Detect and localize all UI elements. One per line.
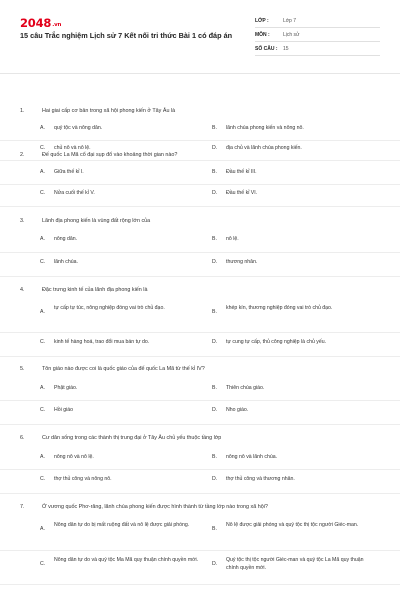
question-stem (20, 108, 390, 115)
question-stem (20, 218, 390, 225)
option-text: lãnh chúa. (54, 259, 78, 265)
row-divider (0, 140, 400, 141)
option-text: Nô lệ được giải phóng và quý tộc thị tộc người Giéc-man. (226, 522, 359, 528)
question-number: 4. (20, 287, 25, 293)
meta-value: Lớp 7 (283, 18, 297, 24)
option-label: B. (212, 385, 217, 391)
option-label: C. (40, 190, 46, 196)
option-label: C. (40, 259, 46, 265)
option-label: B. (212, 125, 217, 131)
option-label: A. (40, 309, 45, 315)
option-label: D. (212, 259, 218, 265)
option-text: Nửa cuối thế kỉ V. (54, 190, 95, 196)
header-divider (0, 73, 400, 74)
question-number: 2. (20, 152, 25, 158)
row-divider (0, 184, 400, 185)
option-text: Giữa thế kỉ I. (54, 169, 84, 175)
option-text: thợ thủ công và thương nhân. (226, 476, 295, 482)
option-text: Nông dân tự do bị mất ruộng đất và nô lệ được giải phóng. (54, 522, 190, 528)
option-label: D. (212, 339, 218, 345)
option-label: B. (212, 526, 217, 532)
meta-subject (255, 28, 380, 42)
option-label: D. (212, 476, 218, 482)
option-label: D. (212, 145, 218, 151)
option-label: B. (212, 454, 217, 460)
question-stem (20, 504, 390, 511)
option-text: Phật giáo. (54, 385, 78, 391)
option-label: D. (212, 561, 218, 567)
option-text: thương nhân. (226, 259, 258, 265)
question-stem (20, 366, 390, 373)
question-number: 6. (20, 435, 25, 441)
option-text: nông nô và nô lệ. (54, 454, 94, 460)
question-stem (20, 152, 390, 159)
option-label: A. (40, 125, 45, 131)
option-label: C. (40, 145, 46, 151)
document-header (0, 0, 400, 62)
option-label: B. (212, 309, 217, 315)
option-text: địa chủ và lãnh chúa phong kiến. (226, 145, 302, 151)
option-text: khép kín, thương nghiệp đóng vai trò chủ đạo. (226, 305, 333, 311)
option-text: tự cung tự cấp, thủ công nghiệp là chủ yếu. (226, 339, 327, 345)
option-text: Hồi giáo (54, 407, 74, 413)
question-text: Hai giai cấp cơ bản trong xã hội phong kiến ở Tây Âu là (42, 108, 176, 114)
question-divider (0, 424, 400, 425)
row-divider (0, 550, 400, 551)
meta-grade (255, 14, 380, 28)
option-text: Nông dân tự do và quý tộc Ma Mã quy thuận chính quyền mới. (54, 557, 199, 563)
option-label: C. (40, 339, 46, 345)
option-label: A. (40, 169, 45, 175)
option-label: A. (40, 236, 45, 242)
option-label: D. (212, 407, 218, 413)
logo-text: 2048 (20, 16, 52, 30)
question-divider (0, 276, 400, 277)
option-text: nô lệ. (226, 236, 239, 242)
meta-value: Lịch sử (283, 32, 300, 38)
question-text: Tôn giáo nào được coi là quốc giáo của đế quốc La Mã từ thế kỉ IV? (42, 366, 205, 372)
meta-question-count (255, 42, 380, 56)
question-divider (0, 206, 400, 207)
option-text: quý tộc và nông dân. (54, 125, 103, 131)
question-number: 1. (20, 108, 25, 114)
option-label: A. (40, 526, 45, 532)
option-text: nông nô và lãnh chúa. (226, 454, 278, 460)
option-text: kinh tế hàng hoá, trao đổi mua bán tự do. (54, 339, 150, 345)
question-text: Cư dân sống trong các thành thị trung đại ở Tây Âu chủ yếu thuộc tầng lớp (42, 435, 222, 441)
question-text: Ở vương quốc Phơ-răng, lãnh chúa phong kiến được hình thành từ tầng lớp nào trong xã hội? (42, 504, 268, 510)
meta-key: MÔN : (255, 32, 270, 38)
question-stem (20, 435, 390, 442)
option-text: lãnh chúa phong kiến và nông nô. (226, 125, 304, 131)
option-text: tự cấp tự túc, nông nghiệp đóng vai trò chủ đạo. (54, 305, 165, 311)
question-text: Đế quốc La Mã cổ đại sụp đổ vào khoảng thời gian nào? (42, 152, 178, 158)
question-divider (0, 356, 400, 357)
option-label: A. (40, 385, 45, 391)
option-label: B. (212, 236, 217, 242)
logo-suffix: .vn (52, 22, 62, 28)
question-divider (0, 160, 400, 161)
question-stem (20, 287, 390, 294)
question-text: Lãnh địa phong kiến là vùng đất rộng lớn của (42, 218, 151, 224)
meta-key: LỚP : (255, 18, 269, 24)
meta-key: SỐ CÂU : (255, 46, 278, 52)
option-label: C. (40, 561, 46, 567)
option-label: C. (40, 476, 46, 482)
option-text: Nho giáo. (226, 407, 249, 413)
question-number: 3. (20, 218, 25, 224)
option-text: chủ nô và nô lệ. (54, 145, 91, 151)
question-divider (0, 584, 400, 585)
option-label: D. (212, 190, 218, 196)
question-number: 5. (20, 366, 25, 372)
option-text: nông dân. (54, 236, 78, 242)
option-text: Thiên chúa giáo. (226, 385, 265, 391)
document-title: 15 câu Trắc nghiệm Lịch sử 7 Kết nối tri thức Bài 1 có đáp án (20, 31, 233, 40)
question-text: Đặc trưng kinh tế của lãnh địa phong kiến là (42, 287, 148, 293)
row-divider (0, 400, 400, 401)
option-label: A. (40, 454, 45, 460)
option-text: Đầu thế kỉ III. (226, 169, 257, 175)
row-divider (0, 332, 400, 333)
option-text: thợ thủ công và nông nô. (54, 476, 112, 482)
option-label: C. (40, 407, 46, 413)
question-divider (0, 493, 400, 494)
meta-value: 15 (283, 46, 289, 52)
option-text: Đầu thế kỉ VI. (226, 190, 258, 196)
site-logo[interactable] (20, 16, 61, 30)
row-divider (0, 252, 400, 253)
option-label: B. (212, 169, 217, 175)
question-number: 7. (20, 504, 25, 510)
option-text: Quý tộc thị tộc người Giéc-man và quý tộc La Mã quy thuận chính quyền mới. (226, 557, 364, 571)
row-divider (0, 469, 400, 470)
